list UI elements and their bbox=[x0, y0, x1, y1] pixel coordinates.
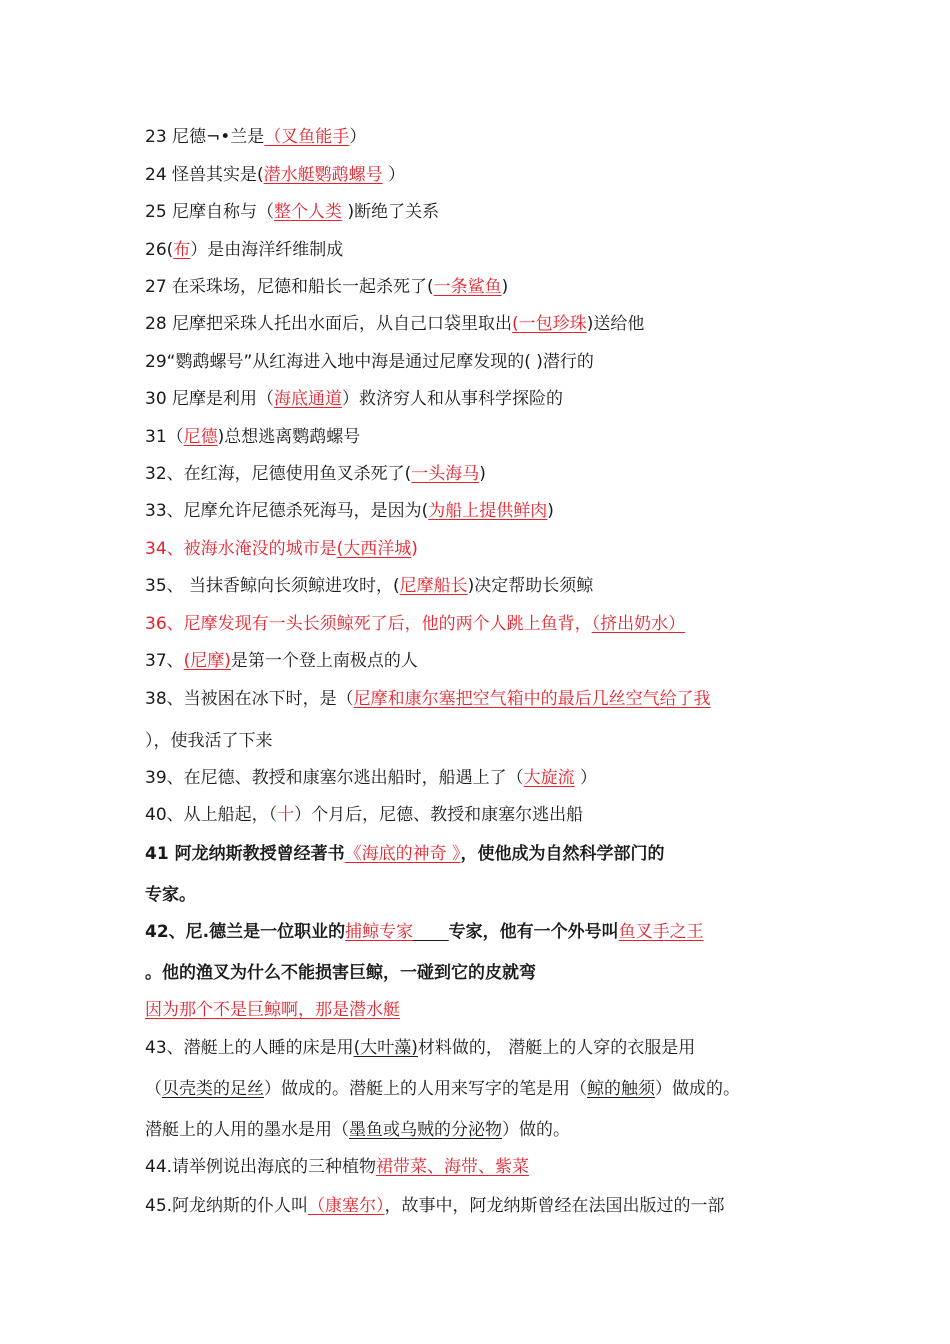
answer-42c: 因为那个不是巨鲸啊，那是潜水艇 bbox=[145, 1000, 400, 1020]
line-37: 37、(尼摩)是第一个登上南极点的人 bbox=[145, 651, 418, 671]
line-39: 39、在尼德、教授和康塞尔逃出船时，船遇上了（大旋流 ） bbox=[145, 768, 598, 788]
line-45: 45.阿龙纳斯的仆人叫（康塞尔），故事中，阿龙纳斯曾经在法国出版过的一部 bbox=[145, 1196, 725, 1216]
answer-42a: 捕鲸专家 bbox=[345, 922, 414, 942]
line-43: 43、潜艇上的人睡的床是用(大叶藻)材料做的， 潜艇上的人穿的衣服是用 bbox=[145, 1038, 696, 1058]
line-44: 44.请举例说出海底的三种植物裙带菜、海带、紫菜 bbox=[145, 1157, 530, 1177]
answer-33: 为船上提供鲜肉 bbox=[428, 501, 548, 521]
answer-31: 尼德 bbox=[183, 427, 218, 447]
line-33: 33、尼摩允许尼德杀死海马，是因为(为船上提供鲜肉) bbox=[145, 501, 554, 521]
line-34: 34、被海水淹没的城市是(大西洋城) bbox=[145, 539, 418, 559]
line-43-cont: （贝壳类的足丝）做成的。潜艇上的人用来写字的笔是用（鲸的触须）做成的。 bbox=[145, 1079, 740, 1099]
line-41: 41 阿龙纳斯教授曾经著书《海底的神奇 》，使他成为自然科学部门的 bbox=[145, 844, 665, 864]
line-23: 23 尼德¬•兰是（叉鱼能手） bbox=[145, 127, 367, 147]
answer-28: (一包珍珠 bbox=[512, 314, 587, 334]
answer-37: (尼摩) bbox=[183, 651, 231, 671]
answer-34: (大西洋城 bbox=[336, 539, 412, 559]
answer-40: 十 bbox=[277, 805, 295, 825]
line-28: 28 尼摩把采珠人托出水面后，从自己口袋里取出(一包珍珠)送给他 bbox=[145, 314, 645, 334]
answer-45: （康塞尔） bbox=[308, 1196, 385, 1216]
line-38-cont: ），使我活了下来 bbox=[145, 731, 273, 751]
line-41-cont: 专家。 bbox=[145, 885, 196, 905]
line-38: 38、当被困在冰下时，是（尼摩和康尔塞把空气箱中的最后几丝空气给了我 bbox=[145, 689, 711, 709]
line-24: 24 怪兽其实是(潜水艇鹦鹉螺号 ） bbox=[145, 165, 406, 185]
answer-43b: 贝壳类的足丝 bbox=[162, 1079, 264, 1099]
answer-43d: 墨鱼或乌贼的分泌物 bbox=[349, 1120, 502, 1140]
line-35: 35、 当抹香鲸向长须鲸进攻时，(尼摩船长)决定帮助长须鲸 bbox=[145, 576, 594, 596]
line-43-cont2: 潜艇上的人用的墨水是用（墨鱼或乌贼的分泌物）做的。 bbox=[145, 1120, 570, 1140]
answer-23: （叉鱼能手 bbox=[264, 127, 350, 147]
answer-38: 尼摩和康尔塞把空气箱中的最后几丝空气给了我 bbox=[353, 689, 711, 709]
line-29: 29“鹦鹉螺号”从红海进入地中海是通过尼摩发现的( )潜行的 bbox=[145, 352, 594, 372]
answer-30: 海底通道 bbox=[274, 389, 343, 409]
answer-26: 布 bbox=[173, 240, 191, 260]
line-40: 40、从上船起，（十）个月后，尼德、教授和康塞尔逃出船 bbox=[145, 805, 584, 825]
answer-25: 整个人类 bbox=[274, 202, 343, 222]
line-31: 31（尼德)总想逃离鹦鹉螺号 bbox=[145, 427, 361, 447]
answer-27: 一条鲨鱼 bbox=[433, 277, 502, 297]
line-36: 36、尼摩发现有一头长须鲸死了后，他的两个人跳上鱼背，（挤出奶水） bbox=[145, 614, 686, 634]
answer-44: 裙带菜、海带、紫菜 bbox=[376, 1157, 530, 1177]
line-42-answer bbox=[145, 999, 400, 1021]
line-42-cont: 。他的渔叉为什么不能损害巨鲸，一碰到它的皮就弯 bbox=[145, 963, 536, 983]
answer-43a: (大叶藻) bbox=[353, 1038, 418, 1058]
line-32: 32、在红海，尼德使用鱼叉杀死了(一头海马) bbox=[145, 464, 486, 484]
answer-43c: 鲸的触须 bbox=[587, 1079, 655, 1099]
line-42: 42、尼.德兰是一位职业的捕鲸专家 专家，他有一个外号叫鱼叉手之王 bbox=[145, 922, 704, 942]
answer-36: （挤出奶水） bbox=[591, 614, 686, 634]
answer-39: 大旋流 bbox=[523, 768, 575, 788]
line-25: 25 尼摩自称与（整个人类 )断绝了关系 bbox=[145, 202, 440, 222]
line-30: 30 尼摩是利用（海底通道）救济穷人和从事科学探险的 bbox=[145, 389, 564, 409]
line-27: 27 在采珠场，尼德和船长一起杀死了(一条鲨鱼) bbox=[145, 277, 509, 297]
answer-32: 一头海马 bbox=[411, 464, 480, 484]
answer-35: 尼摩船长 bbox=[399, 576, 468, 596]
answer-41: 《海底的神奇 》 bbox=[344, 844, 461, 864]
answer-42b: 鱼叉手之王 bbox=[618, 922, 704, 942]
answer-24: 潜水艇鹦鹉螺号 bbox=[263, 165, 383, 185]
line-26: 26(布）是由海洋纤维制成 bbox=[145, 240, 344, 260]
